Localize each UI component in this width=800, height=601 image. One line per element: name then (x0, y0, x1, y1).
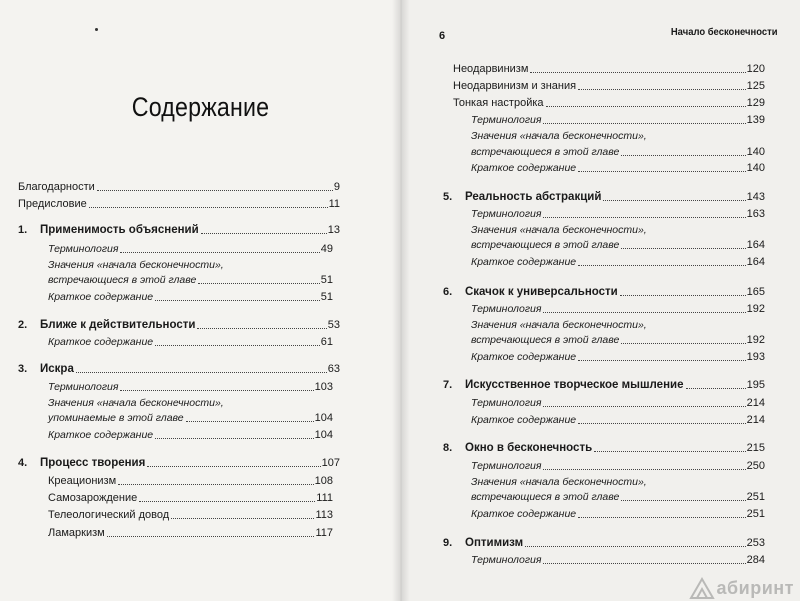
labirint-watermark (689, 577, 794, 599)
dot-leader (201, 233, 327, 234)
dot-leader (171, 518, 314, 519)
toc-subentry (48, 508, 333, 522)
toc-subentry (471, 238, 765, 252)
toc-entry-page: 253 (746, 537, 765, 549)
chapter-title: Скачок к универсальности (465, 286, 618, 298)
toc-entry-page: 214 (746, 414, 765, 426)
dot-leader (139, 501, 315, 502)
chapter-number: 6. (443, 286, 453, 298)
toc-entry-label: Креационизм (48, 475, 117, 487)
toc-subentry (471, 145, 765, 159)
toc-entry-page: 103 (314, 381, 333, 393)
toc-subentry (471, 507, 765, 521)
chapter-title: Ближе к действительности (40, 319, 196, 331)
dot-leader (686, 388, 746, 389)
toc-subentry (471, 413, 765, 427)
toc-subentry (471, 302, 765, 316)
toc-title: Содержание (131, 92, 270, 122)
toc-subentry (471, 350, 765, 364)
toc-entry-label: Неодарвинизм и знания (453, 80, 577, 92)
toc-subentry (471, 553, 765, 567)
toc-chapter-9 (443, 536, 765, 550)
toc-entry-page: 125 (746, 80, 765, 92)
toc-entry-page: 113 (315, 509, 333, 521)
toc-entry-page: 129 (746, 97, 765, 109)
toc-entry-label: Краткое содержание (471, 162, 577, 174)
chapter-number: 5. (443, 191, 453, 203)
dot-leader (621, 343, 745, 344)
toc-subentry-line1: Значения «начала бесконечности», (471, 224, 647, 236)
dot-leader (525, 546, 746, 547)
toc-chapter-3 (18, 362, 340, 376)
toc-subentry (453, 79, 765, 93)
right-page (401, 0, 800, 601)
toc-chapter-5 (443, 190, 765, 204)
toc-subentry (471, 396, 765, 410)
toc-chapter-8 (443, 441, 765, 455)
toc-entry-label: встречающиеся в этой главе (471, 146, 620, 158)
dot-leader (543, 217, 745, 218)
toc-subentry (48, 428, 333, 442)
toc-entry-label: упоминаемые в этой главе (48, 412, 184, 424)
chapter-title: Процесс творения (40, 457, 146, 469)
chapter-number: 3. (18, 363, 28, 375)
toc-entry-label: Краткое содержание (48, 429, 154, 441)
toc-subentry (453, 62, 765, 76)
toc-entry-page: 143 (746, 191, 765, 203)
dot-leader (118, 484, 313, 485)
toc-chapter-2 (18, 318, 340, 332)
dot-leader (543, 312, 745, 313)
toc-chapter-6 (443, 285, 765, 299)
toc-entry-label: Краткое содержание (471, 256, 577, 268)
dot-leader (120, 252, 319, 253)
toc-entry-page: 163 (746, 208, 765, 220)
toc-subentry (471, 113, 765, 127)
toc-entry-page: 165 (746, 286, 765, 298)
toc-entry-page: 164 (746, 239, 765, 251)
toc-entry-label: Тонкая настройка (453, 97, 544, 109)
dot-leader (198, 283, 319, 284)
toc-entry-page: 193 (746, 351, 765, 363)
toc-entry-label: Краткое содержание (471, 351, 577, 363)
toc-subentry-line1: Значения «начала бесконечности», (48, 397, 224, 409)
toc-subentry (453, 96, 765, 110)
toc-subentry (471, 255, 765, 269)
toc-entry-acknowledgements (18, 180, 340, 194)
dot-leader (147, 466, 320, 467)
toc-entry-page: 251 (746, 508, 765, 520)
dot-leader (543, 406, 745, 407)
toc-entry-label: Ламаркизм (48, 527, 105, 539)
toc-entry-page: 61 (320, 336, 333, 348)
dot-leader (197, 328, 326, 329)
toc-entry-page: 139 (746, 114, 765, 126)
toc-subentry-line1: Значения «начала бесконечности», (471, 319, 647, 331)
toc-subentry-line1: Значения «начала бесконечности», (471, 476, 647, 488)
toc-entry-page: 120 (746, 63, 765, 75)
toc-entry-page: 11 (328, 198, 340, 210)
dot-leader (603, 200, 745, 201)
toc-entry-page: 117 (315, 527, 333, 539)
dot-leader (186, 421, 314, 422)
chapter-title: Применимость объяснений (40, 224, 199, 236)
dot-leader (578, 423, 745, 424)
toc-chapter-1 (18, 223, 340, 237)
dot-leader (621, 500, 745, 501)
labirint-logo-icon (689, 577, 715, 599)
toc-chapter-7 (443, 378, 765, 392)
toc-entry-label: Предисловие (18, 198, 87, 210)
chapter-title: Искра (40, 363, 74, 375)
toc-entry-page: 111 (316, 492, 333, 504)
toc-entry-page: 13 (327, 224, 340, 236)
toc-entry-label: Краткое содержание (48, 291, 154, 303)
toc-entry-label: Терминология (471, 114, 542, 126)
toc-subentry (48, 335, 333, 349)
toc-entry-label: встречающиеся в этой главе (48, 274, 197, 286)
toc-subentry (48, 526, 333, 540)
toc-entry-label: Терминология (471, 460, 542, 472)
chapter-title: Оптимизм (465, 537, 524, 549)
toc-subentry (471, 161, 765, 175)
chapter-title: Искусственное творческое мышление (465, 379, 684, 391)
dot-leader (530, 72, 745, 73)
toc-chapter-4 (18, 456, 340, 470)
toc-entry-page: 195 (746, 379, 765, 391)
dot-leader (543, 563, 745, 564)
chapter-number: 2. (18, 319, 28, 331)
toc-subentry (471, 207, 765, 221)
chapter-number: 1. (18, 224, 28, 236)
dot-leader (578, 171, 745, 172)
toc-entry-page: 104 (314, 412, 333, 424)
toc-entry-page: 51 (320, 274, 333, 286)
toc-entry-label: Терминология (48, 381, 119, 393)
toc-entry-page: 108 (314, 475, 333, 487)
toc-subentry (471, 459, 765, 473)
dot-leader (621, 155, 745, 156)
toc-subentry (471, 333, 765, 347)
toc-entry-label: встречающиеся в этой главе (471, 239, 620, 251)
dot-leader (578, 265, 745, 266)
toc-subentry (48, 242, 333, 256)
dot-leader (76, 372, 327, 373)
toc-subentry-line1: Значения «начала бесконечности», (48, 259, 224, 271)
dot-leader (155, 438, 313, 439)
dot-leader (620, 295, 746, 296)
dot-leader (107, 536, 315, 537)
toc-subentry (471, 490, 765, 504)
toc-entry-page: 140 (746, 146, 765, 158)
dot-leader (89, 207, 328, 208)
toc-subentry (48, 411, 333, 425)
toc-subentry (48, 290, 333, 304)
toc-entry-label: Терминология (471, 208, 542, 220)
dot-leader (594, 451, 745, 452)
toc-entry-page: 214 (746, 397, 765, 409)
dot-leader (621, 248, 745, 249)
dot-leader (97, 190, 333, 191)
toc-entry-page: 49 (320, 243, 333, 255)
toc-entry-label: Терминология (471, 303, 542, 315)
toc-entry-label: встречающиеся в этой главе (471, 491, 620, 503)
dot-leader (155, 300, 320, 301)
dot-leader (546, 106, 746, 107)
toc-entry-label: Терминология (48, 243, 119, 255)
toc-entry-label: Самозарождение (48, 492, 138, 504)
chapter-number: 9. (443, 537, 453, 549)
toc-entry-page: 53 (327, 319, 340, 331)
toc-subentry (48, 380, 333, 394)
toc-entry-page: 140 (746, 162, 765, 174)
scan-speck (95, 28, 98, 31)
chapter-title: Окно в бесконечность (465, 442, 593, 454)
toc-entry-label: Краткое содержание (48, 336, 154, 348)
chapter-title: Реальность абстракций (465, 191, 602, 203)
toc-entry-label: Краткое содержание (471, 508, 577, 520)
toc-subentry (48, 273, 333, 287)
page-number: 6 (439, 30, 446, 42)
dot-leader (578, 89, 746, 90)
toc-entry-page: 63 (327, 363, 340, 375)
toc-subentry (48, 491, 333, 505)
chapter-number: 8. (443, 442, 453, 454)
toc-entry-label: Краткое содержание (471, 414, 577, 426)
toc-entry-label: Терминология (471, 397, 542, 409)
toc-entry-page: 164 (746, 256, 765, 268)
toc-entry-page: 251 (746, 491, 765, 503)
dot-leader (155, 345, 320, 346)
toc-subentry-line1: Значения «начала бесконечности», (471, 130, 647, 142)
toc-entry-preface (18, 197, 340, 211)
watermark-text: абиринт (716, 578, 794, 598)
toc-entry-label: Благодарности (18, 181, 95, 193)
toc-entry-label: встречающиеся в этой главе (471, 334, 620, 346)
toc-entry-label: Терминология (471, 554, 542, 566)
toc-subentry (48, 474, 333, 488)
chapter-number: 7. (443, 379, 453, 391)
toc-entry-page: 107 (321, 457, 340, 469)
dot-leader (120, 390, 313, 391)
dot-leader (543, 123, 745, 124)
toc-entry-label: Телеологический довод (48, 509, 170, 521)
toc-entry-page: 284 (746, 554, 765, 566)
toc-entry-page: 192 (746, 303, 765, 315)
toc-entry-page: 9 (333, 181, 340, 193)
toc-entry-page: 250 (746, 460, 765, 472)
running-head: Начало бесконечности (671, 26, 778, 38)
chapter-number: 4. (18, 457, 28, 469)
toc-entry-page: 51 (320, 291, 333, 303)
toc-entry-label: Неодарвинизм (453, 63, 529, 75)
toc-entry-page: 104 (314, 429, 333, 441)
dot-leader (578, 360, 745, 361)
dot-leader (578, 517, 745, 518)
toc-entry-page: 215 (746, 442, 765, 454)
dot-leader (543, 469, 745, 470)
toc-entry-page: 192 (746, 334, 765, 346)
